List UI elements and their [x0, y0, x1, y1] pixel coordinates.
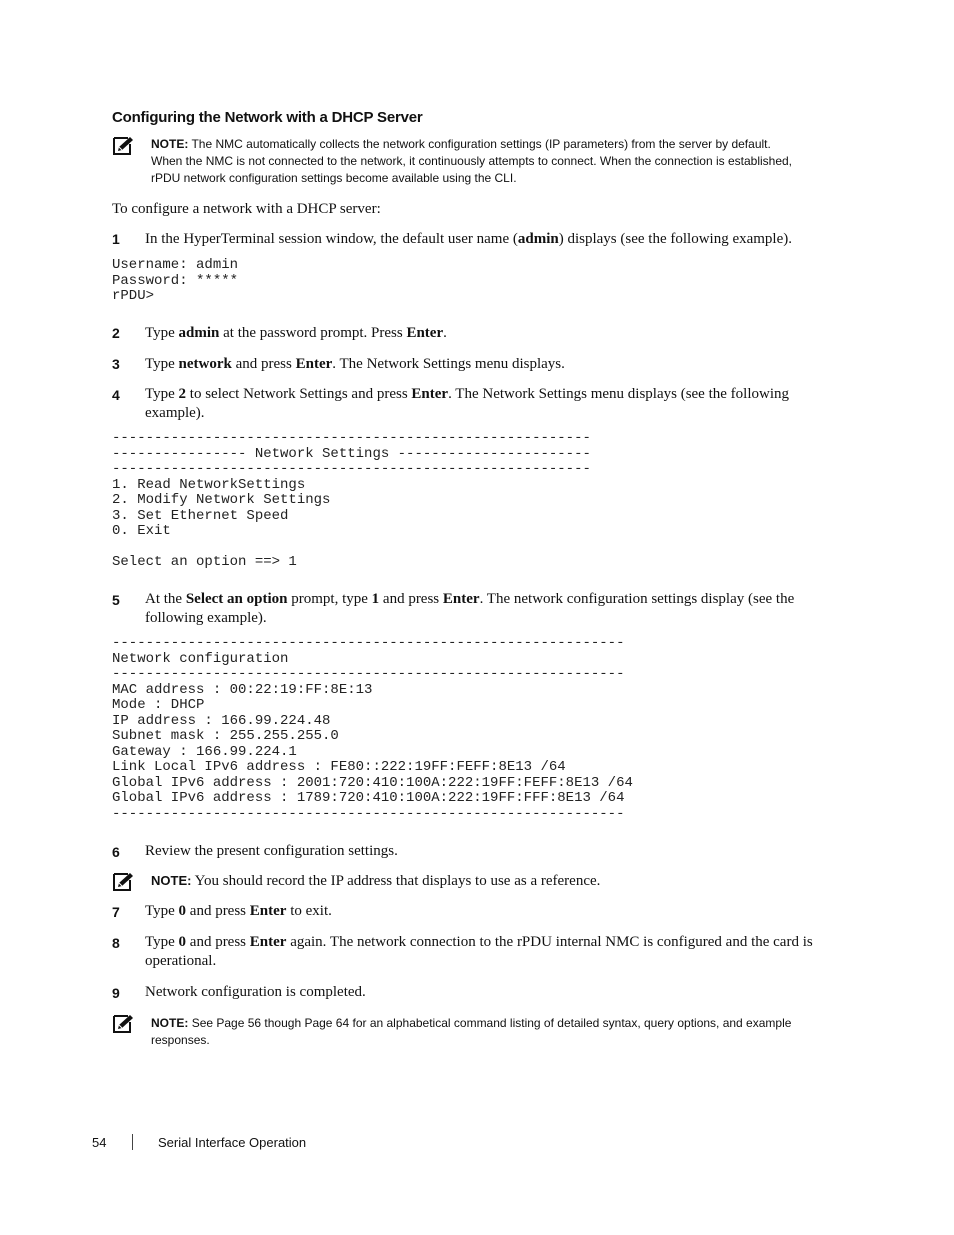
note-1 [151, 136, 841, 187]
step-5-number: 5 [112, 592, 120, 608]
step-7-number: 7 [112, 904, 120, 920]
page-number: 54 [92, 1135, 107, 1150]
note-pencil-icon [112, 1014, 134, 1034]
step-9-number: 9 [112, 985, 120, 1001]
step-3-number: 3 [112, 356, 120, 372]
step-1-number: 1 [112, 231, 120, 247]
note-1-line-2: When the NMC is not connected to the network, it continuously attempts to connect. When the connection is established, [151, 154, 793, 168]
step-2-text: Type admin at the password prompt. Press Enter. [145, 325, 447, 341]
step-4-text: Type 2 to select Network Settings and press Enter. The Network Settings menu displays (see the following example). [145, 386, 789, 421]
note-1-line-3: rPDU network configuration settings become available using the CLI. [151, 171, 517, 185]
footer-divider [132, 1134, 133, 1150]
note-2 [151, 872, 600, 890]
step-1-text: In the HyperTerminal session window, the default user name (admin) displays (see the following example). [145, 231, 793, 247]
step-9-text: Network configuration is completed. [145, 984, 366, 1000]
code-network-config: ------------------------------------------------------------- Network configuration ------------------------------------------------------------- MAC address : 00:22:19:FF:8E:13 Mode : DHCP IP address : 166.99.224.48 Subnet mask : 255.255.255.0 Gateway : 166.99.224.1 Link Local IPv6 address : FE80::222:19FF:FEFF:8E13 /64 Global IPv6 address : 2001:720:410:100A:222:19FF:FEFF:8E13 /64 Global IPv6 address : 1789:720:410:100A:222:19FF:FFF:8E13 /64 ------------------------------------------------------------- [112, 635, 633, 822]
note-label: NOTE: [151, 1016, 189, 1030]
step-8-text: Type 0 and press Enter again. The network connection to the rPDU internal NMC is configured and the card is operational. [145, 934, 813, 969]
note-3-line-1: See Page 56 though Page 64 for an alphabetical command listing of detailed syntax, query options, and example [191, 1016, 792, 1030]
step-5-text: At the Select an option prompt, type 1 and press Enter. The network configuration settings display (see the following example). [145, 591, 795, 626]
note-label: NOTE: [151, 873, 192, 888]
code-network-menu: --------------------------------------------------------- ---------------- Network Settings ----------------------- --------------------------------------------------------- 1. Read NetworkSettings 2. Modify Network Settings 3. Set Ethernet Speed 0. Exit Select an option ==> 1 [112, 430, 591, 570]
section-heading: Configuring the Network with a DHCP Server [112, 109, 423, 126]
note-3 [151, 1015, 841, 1049]
note-pencil-icon [112, 872, 134, 892]
note-pencil-icon [112, 136, 134, 156]
step-4-number: 4 [112, 387, 120, 403]
step-3-text: Type network and press Enter. The Network Settings menu displays. [145, 356, 565, 372]
step-2-number: 2 [112, 325, 120, 341]
step-6-number: 6 [112, 844, 120, 860]
step-8-number: 8 [112, 935, 120, 951]
code-login: Username: admin Password: ***** rPDU> [112, 257, 239, 304]
footer-section-title: Serial Interface Operation [158, 1135, 307, 1150]
step-7-text: Type 0 and press Enter to exit. [145, 903, 332, 919]
note-2-text: You should record the IP address that displays to use as a reference. [191, 873, 601, 889]
note-3-line-2: responses. [151, 1033, 210, 1047]
intro-text: To configure a network with a DHCP server: [112, 201, 381, 217]
note-label: NOTE: [151, 137, 189, 151]
note-1-line-1: The NMC automatically collects the network configuration settings (IP parameters) from the server by default. [191, 137, 771, 151]
step-6-text: Review the present configuration settings. [145, 843, 398, 859]
